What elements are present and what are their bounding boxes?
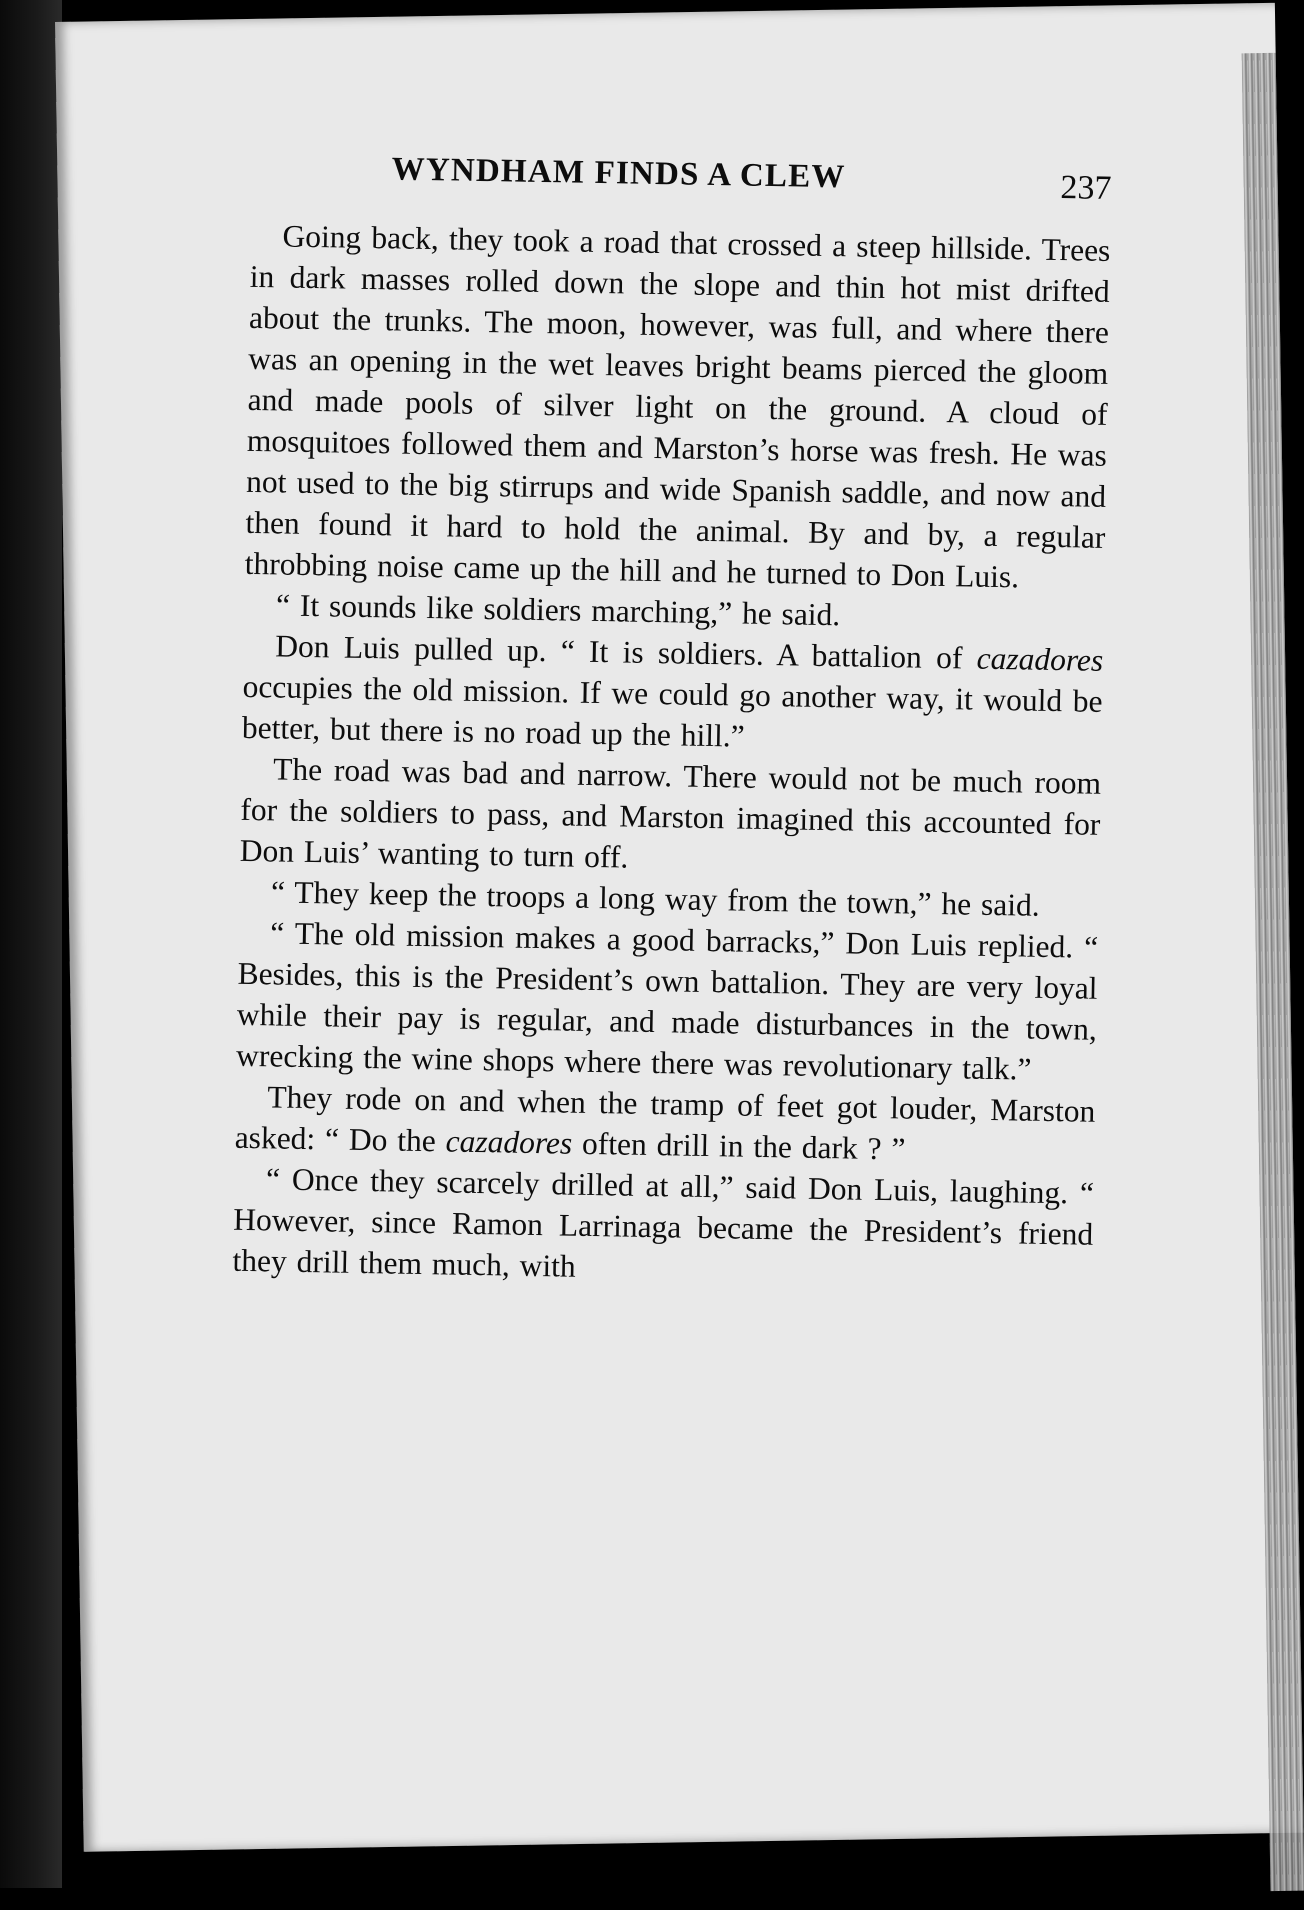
book-page	[55, 3, 1304, 1852]
paragraph-8: “ Once they scarcely drilled at all,” said Don Luis, laughing. “ However, since Ramon Larrinaga became the President’s friend they drill them much, with	[232, 1161, 1095, 1284]
paragraph-7	[234, 1076, 1095, 1173]
paragraph-6: “ The old mission makes a good barracks,” Don Luis replied. “ Besides, this is the President’s own battalion. They are very loyal while their pay is regular, and made disturbances in the town, wrecking the wine shops where there was revolutionary talk.”	[235, 915, 1099, 1087]
paragraph-3-text-b: occupies the old mission. If we could go another way, it would be better, but there is no road up the hill.”	[241, 668, 1103, 754]
paragraph-3-text-a: Don Luis pulled up. “ It is soldiers. A battalion of	[275, 628, 977, 676]
book-spine-shadow	[0, 0, 62, 1888]
chapter-title: WYNDHAM FINDS A CLEW	[391, 151, 846, 196]
page-number: 237	[1060, 169, 1112, 207]
paragraph-4: The road was bad and narrow. There would not be much room for the soldiers to pass, and Marston imagined this accounted for Don Luis’ wanting to turn off.	[239, 751, 1102, 875]
paragraph-3	[242, 625, 1104, 763]
page-text-block	[232, 149, 1112, 1296]
paragraph-2: “ It sounds like soldiers marching,” he said.	[275, 587, 841, 633]
paragraph-7-text-a: They rode on and when the tramp of feet got louder, Marston asked: “ Do the	[234, 1079, 1096, 1159]
paragraph-7-text-b: often drill in the dark ? ”	[571, 1125, 906, 1167]
page-edges	[1242, 53, 1304, 1891]
paragraph-1: Going back, they took a road that crossed a steep hillside. Trees in dark masses rolled down the slope and thin hot mist drifted about the trunks. The moon, however, was full, and where there was an opening in the wet leaves bright beams pierced the gloom and made pools of silver light on the ground. A cloud of mosquitoes followed them and Marston’s horse was fresh. He was not used to the big stirrups and wide Spanish saddle, and now and then found it hard to hold the animal. By and by, a regular throbbing noise came up the hill and he turned to Don Luis.	[244, 218, 1111, 595]
paragraph-7-italic: cazadores	[445, 1123, 573, 1161]
paragraph-5: “ They keep the troops a long way from the town,” he said.	[270, 874, 1040, 923]
paragraph-3-italic: cazadores	[976, 640, 1104, 678]
